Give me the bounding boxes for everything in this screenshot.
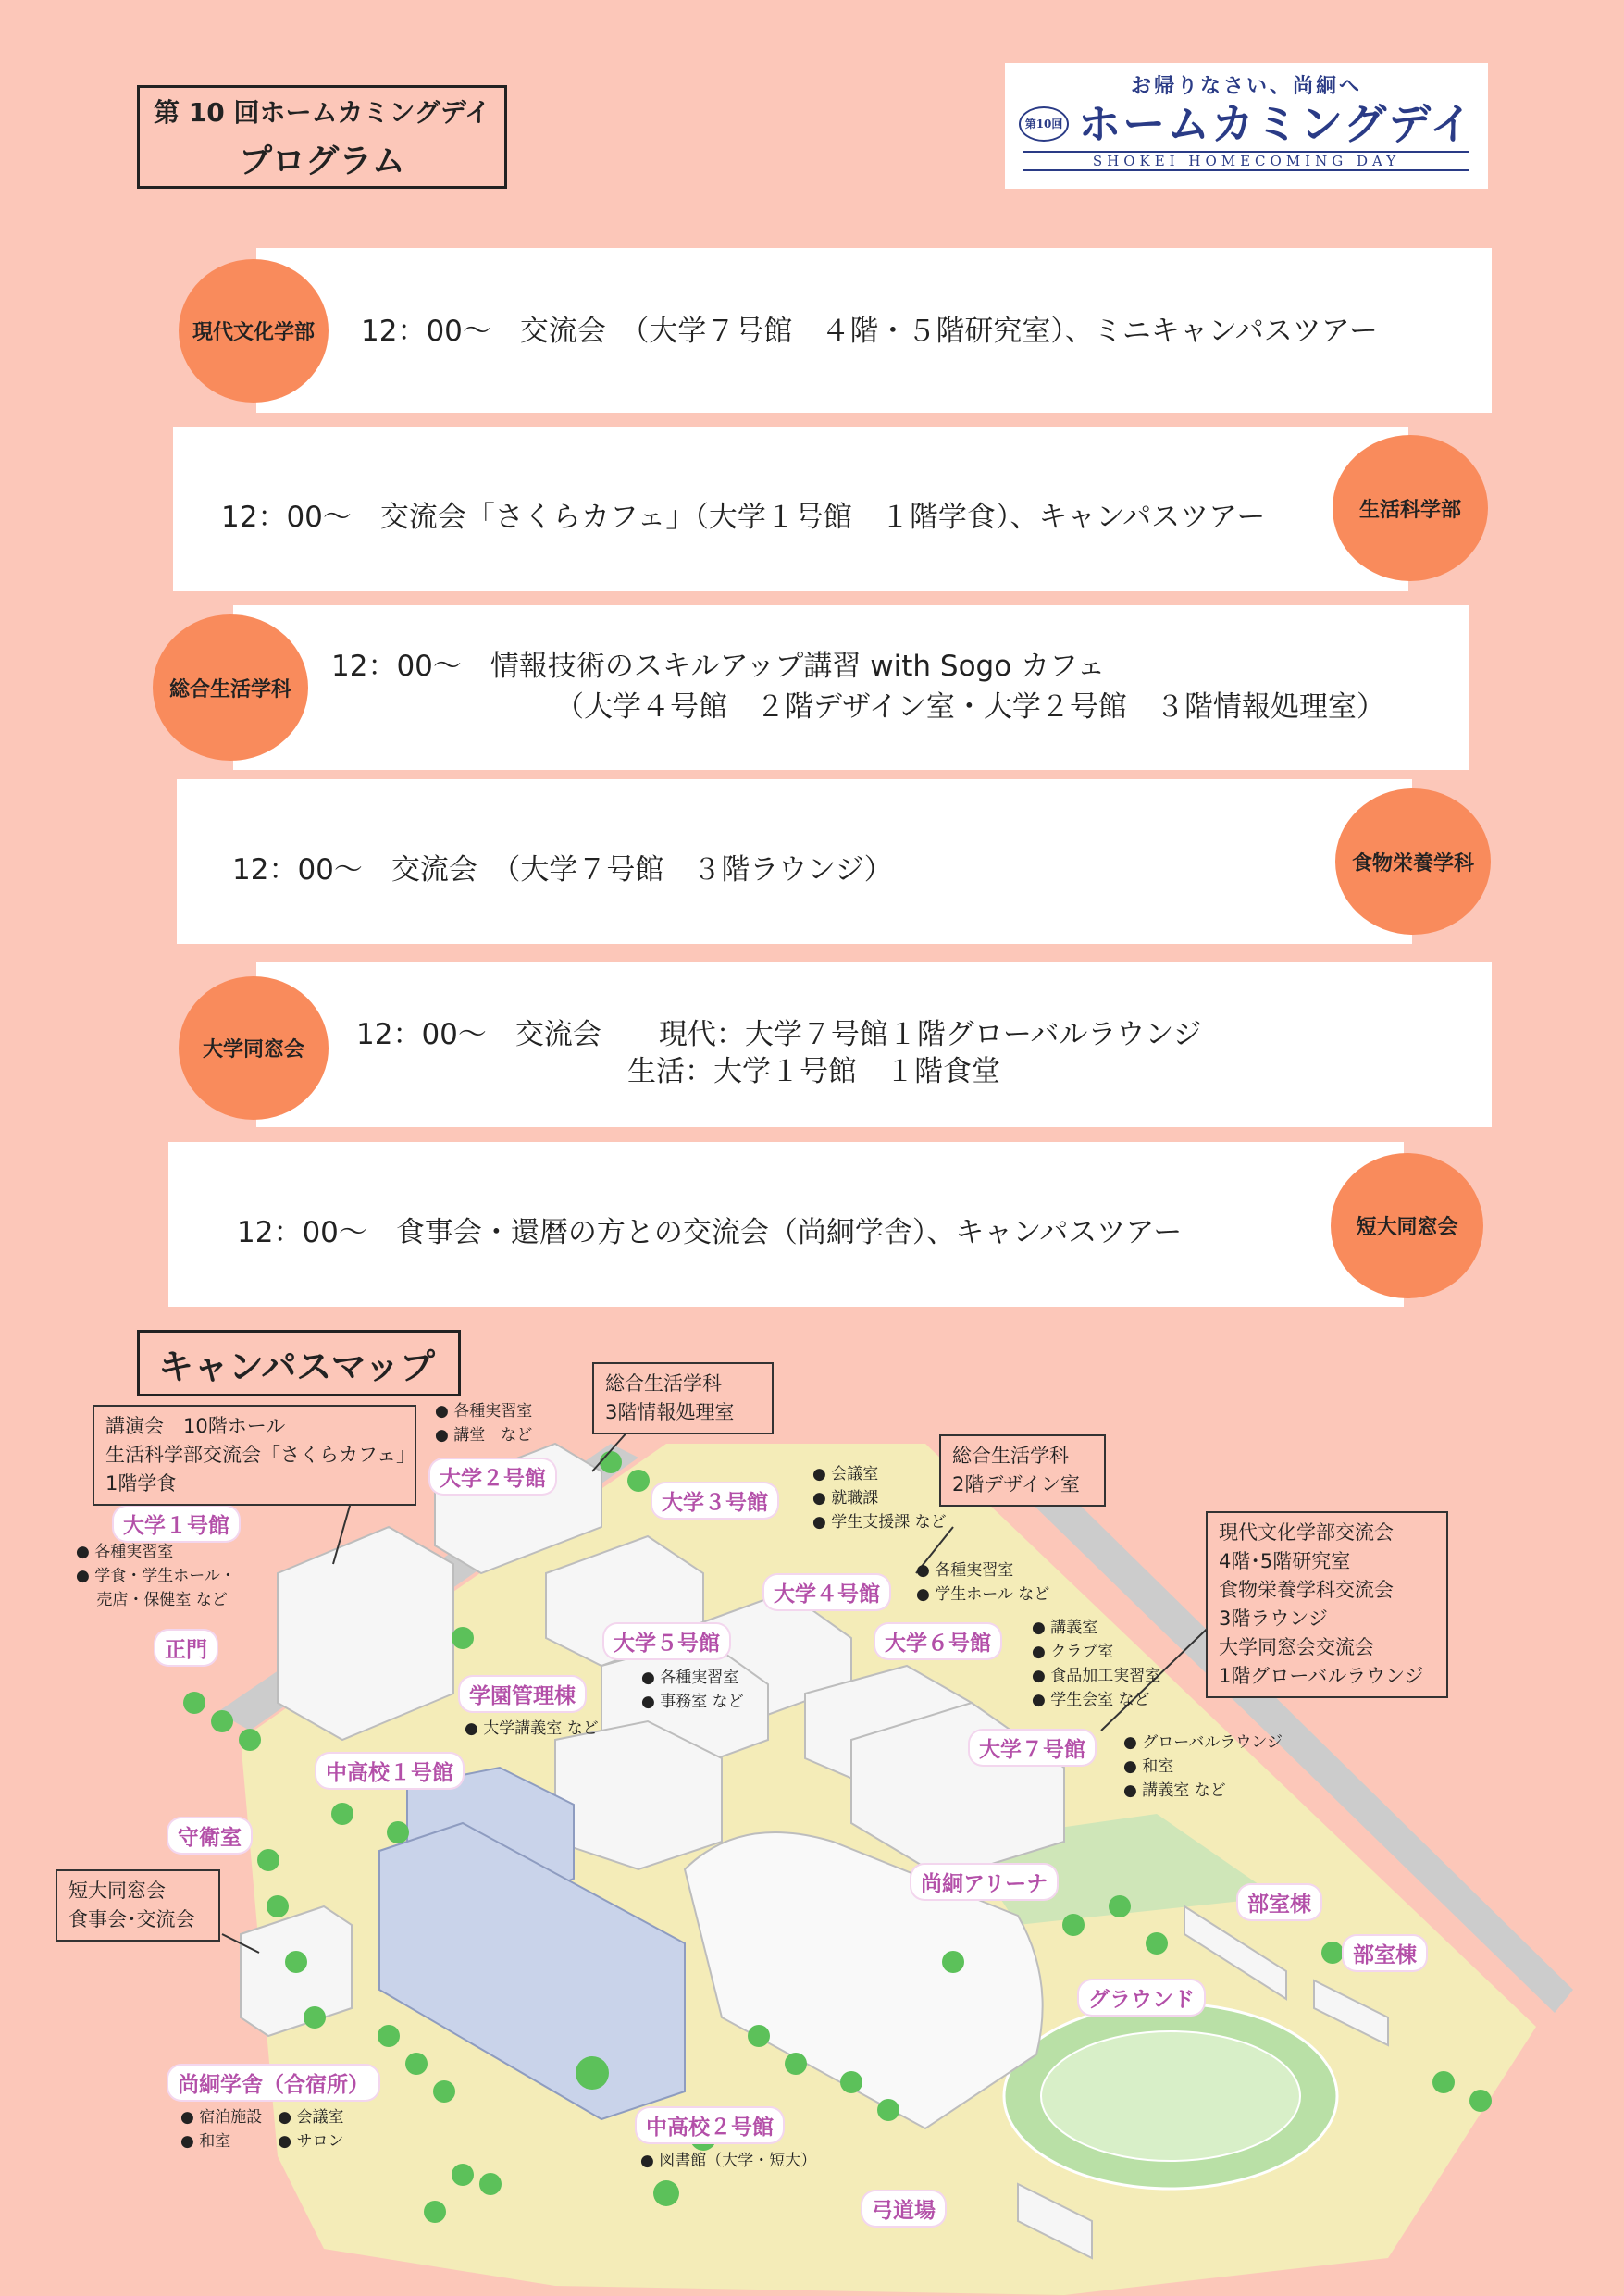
note-daigaku-7: ● グローバルラウンジ ● 和室 ● 講義室 など [1123,1733,1283,1800]
event-title: 第 10 回ホームカミングデイ [154,96,490,128]
logo-tagline: お帰りなさい、尚絅へ [1130,74,1362,98]
program-text: 12：00～ 交流会 （大学７号館 ３階ラウンジ） [232,853,893,887]
program-text-2: （大学４号館 ２階デザイン室・大学２号館 ３階情報処理室） [555,690,1385,724]
label-seimon: 正門 [155,1631,217,1665]
note-daigaku-1: ● 各種実習室 ● 学食・学生ホール・ 売店・保健室 など [76,1543,236,1609]
dept-badge-daigaku-dosokai: 大学同窓会 [179,976,329,1120]
dept-badge-sogo: 総合生活学科 [153,614,308,761]
program-heading: プログラム [239,142,405,180]
label-kyudojo: 弓道場 [862,2191,945,2226]
note-chuko-2: ● 図書館（大学・短大） [640,2152,817,2170]
campus-map-title: キャンパスマップ [137,1330,461,1396]
label-daigaku-3: 大学３号館 [652,1483,777,1518]
label-ground: グラウンド [1079,1980,1204,2015]
note-gakuen-kanri: ● 大学講義室 など [465,1719,599,1738]
callout-daigaku-4: 総合生活学科 2階デザイン室 [939,1434,1106,1507]
label-bushitsu-1: 部室棟 [1238,1885,1320,1919]
label-gakusha: 尚絅学舎（合宿所） [168,2066,378,2100]
dept-badge-shokumotsu: 食物栄養学科 [1335,788,1491,935]
program-text: 12：00～ 交流会 現代：大学７号館１階グローバルラウンジ [356,1018,1202,1051]
label-daigaku-2: 大学２号館 [430,1459,555,1494]
callout-daigaku-2: 総合生活学科 3階情報処理室 [592,1362,774,1434]
program-text-2: 生活：大学１号館 １階食堂 [627,1055,1000,1088]
logo-main-text: ホームカミングデイ [1078,99,1474,149]
label-daigaku-5: 大学５号館 [604,1624,729,1658]
logo-seal: 第10回 [1019,106,1069,142]
label-shuei: 守衛室 [168,1818,251,1853]
note-daigaku-5: ● 各種実習室 ● 事務室 など [641,1669,744,1711]
label-daigaku-6: 大学６号館 [875,1624,1000,1658]
label-daigaku-7: 大学７号館 [970,1731,1095,1765]
label-chuko-2: 中高校２号館 [637,2108,783,2142]
note-daigaku-6: ● 講義室 ● クラブ室 ● 食品加工実習室 ● 学生会室 など [1032,1619,1161,1709]
note-daigaku-4: ● 各種実習室 ● 学生ホール など [916,1561,1050,1604]
label-gakuen-kanri: 学園管理棟 [460,1677,585,1711]
label-bushitsu-2: 部室棟 [1344,1936,1426,1970]
note-gakusha: ● 宿泊施設 ● 会議室 ● 和室 ● サロン [180,2108,344,2151]
program-text: 12：00～ 交流会 （大学７号館 ４階・５階研究室）、ミニキャンパスツアー [361,315,1378,348]
callout-daigaku-7: 現代文化学部交流会 4階･5階研究室 食物栄養学科交流会 3階ラウンジ 大学同窓会交流会 1階グローバルラウンジ [1206,1511,1448,1698]
callout-gakusha: 短大同窓会 食事会･交流会 [56,1869,220,1942]
dept-badge-tandai-dosokai: 短大同窓会 [1331,1153,1483,1298]
callout-daigaku-1: 講演会 10階ホール 生活科学部交流会「さくらカフェ」 1階学食 [93,1405,416,1506]
label-arena: 尚絅アリーナ [911,1865,1057,1899]
note-daigaku-2: ● 各種実習室 ● 講堂 など [435,1402,533,1445]
dept-badge-gendai: 現代文化学部 [179,259,329,403]
label-daigaku-1: 大学１号館 [114,1507,239,1541]
dept-badge-seikatsu: 生活科学部 [1333,435,1488,581]
label-chuko-1: 中高校１号館 [316,1754,463,1788]
note-daigaku-3: ● 会議室 ● 就職課 ● 学生支援課 など [812,1465,947,1532]
label-daigaku-4: 大学４号館 [764,1575,889,1609]
program-text: 12：00～ 食事会・還暦の方との交流会（尚絅学舎）、キャンパスツアー [237,1216,1183,1249]
program-text: 12：00～ 交流会「さくらカフェ」（大学１号館 １階学食）、キャンパスツアー [221,501,1266,534]
program-text: 12：00～ 情報技術のスキルアップ講習 with Sogo カフェ [331,650,1106,683]
logo-sub: SHOKEI HOMECOMING DAY [1023,151,1469,171]
